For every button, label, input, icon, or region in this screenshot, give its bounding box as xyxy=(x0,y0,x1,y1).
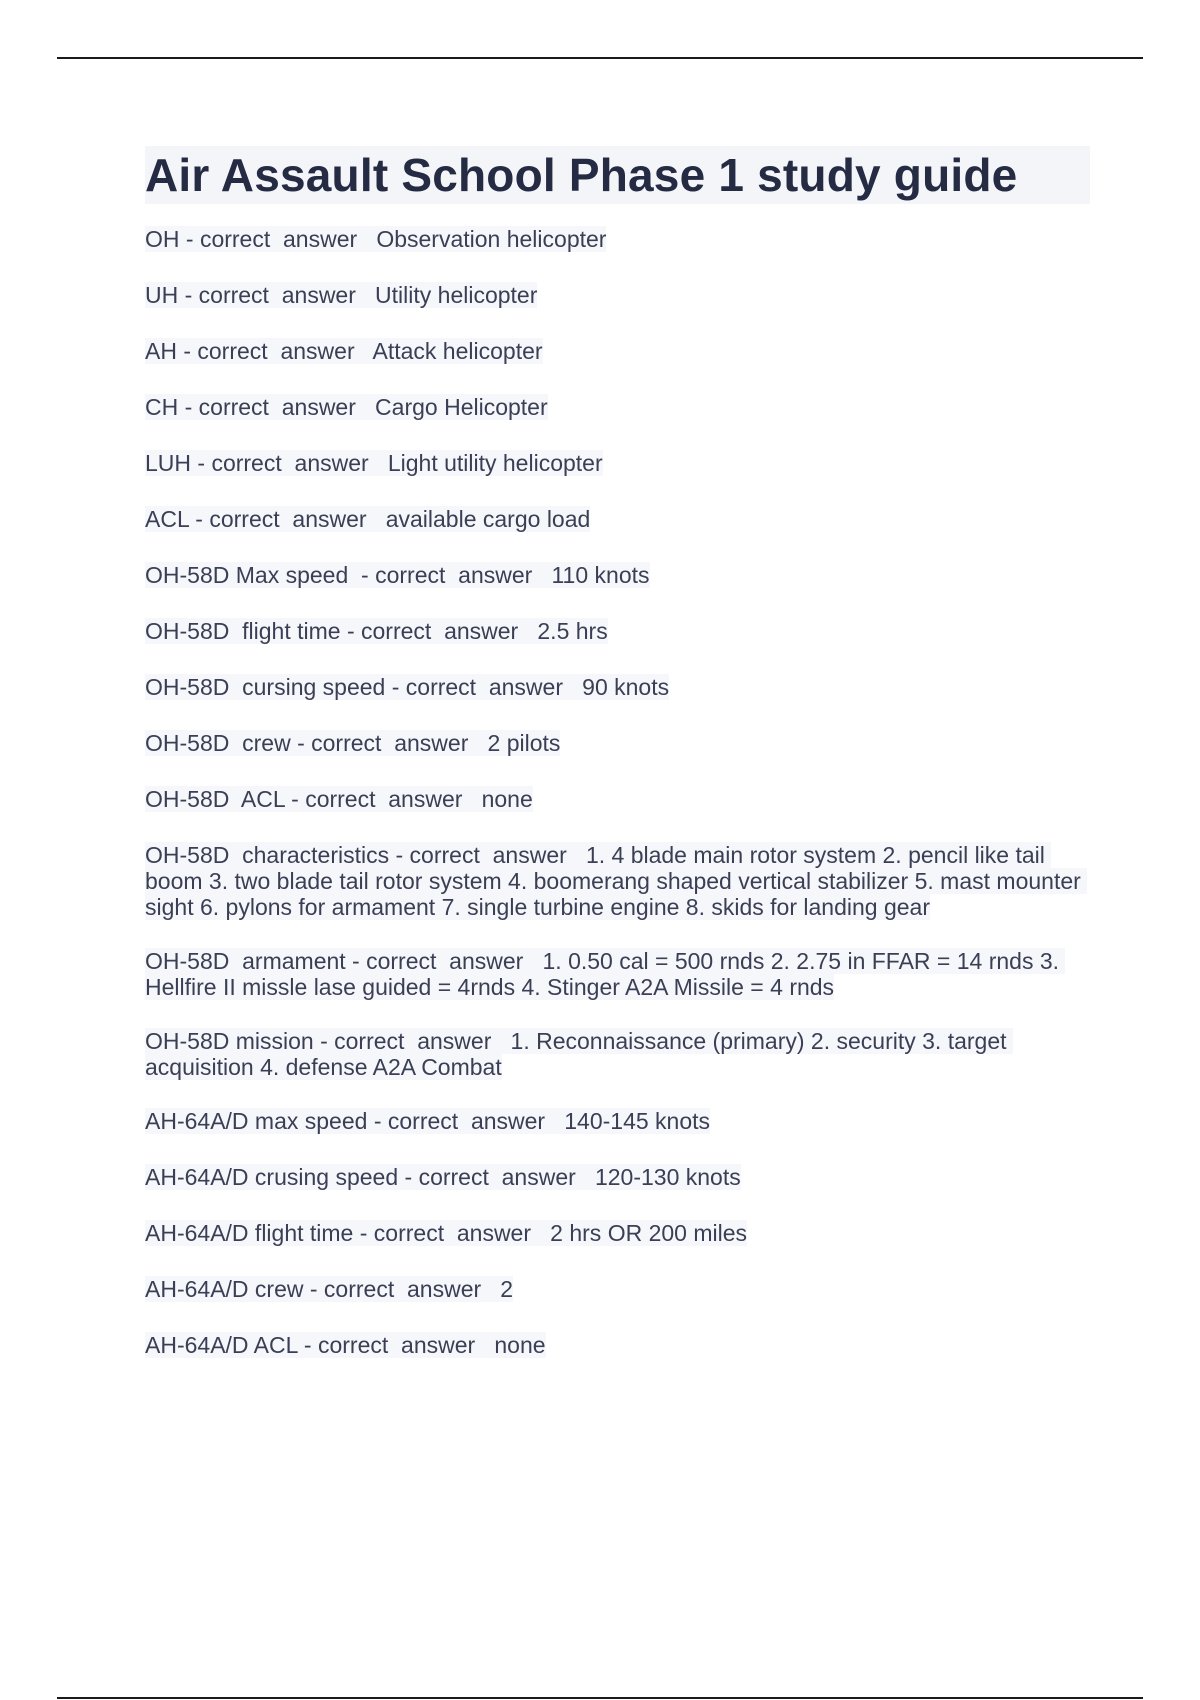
entry-luh xyxy=(145,450,1090,476)
footer-rule xyxy=(57,1697,1143,1699)
entry-text: OH-58D cursing speed - correct answer 90 knots xyxy=(145,674,670,700)
entry-text: UH - correct answer Utility helicopter xyxy=(145,282,538,308)
entry-text: ACL - correct answer available cargo load xyxy=(145,506,591,532)
entry-ah64-acl xyxy=(145,1332,1090,1358)
entry-text: OH-58D flight time - correct answer 2.5 hrs xyxy=(145,618,608,644)
entry-oh xyxy=(145,226,1090,252)
entry-oh58d-characteristics xyxy=(145,842,1090,920)
entry-ch xyxy=(145,394,1090,420)
entry-uh xyxy=(145,282,1090,308)
entry-ah64-max-speed xyxy=(145,1108,1090,1134)
entry-text: OH-58D characteristics - correct answer 1. 4 blade main rotor system 2. pencil like tail boom 3. two blade tail rotor system 4. boomerang shaped vertical stabilizer 5. mast mounter sight 6. pylons for armament 7. single turbine engine 8. skids for landing gear xyxy=(145,842,1088,920)
entry-text: CH - correct answer Cargo Helicopter xyxy=(145,394,548,420)
document-body xyxy=(145,146,1090,1388)
entry-oh58d-armament xyxy=(145,948,1090,1000)
entry-ah xyxy=(145,338,1090,364)
entry-text: OH-58D Max speed - correct answer 110 knots xyxy=(145,562,650,588)
entry-ah64-flight-time xyxy=(145,1220,1090,1246)
entry-text: OH-58D crew - correct answer 2 pilots xyxy=(145,730,561,756)
entry-text: LUH - correct answer Light utility helicopter xyxy=(145,450,603,476)
entry-list xyxy=(145,226,1090,1358)
entry-text: AH-64A/D ACL - correct answer none xyxy=(145,1332,546,1358)
entry-text: OH-58D ACL - correct answer none xyxy=(145,786,533,812)
entry-oh58d-cruising-speed xyxy=(145,674,1090,700)
entry-text: AH - correct answer Attack helicopter xyxy=(145,338,543,364)
entry-text: AH-64A/D crusing speed - correct answer 120-130 knots xyxy=(145,1164,741,1190)
entry-text: AH-64A/D crew - correct answer 2 xyxy=(145,1276,514,1302)
entry-text: OH-58D mission - correct answer 1. Reconnaissance (primary) 2. security 3. target acquisition 4. defense A2A Combat xyxy=(145,1028,1013,1080)
header-rule xyxy=(57,57,1143,59)
entry-oh58d-mission xyxy=(145,1028,1090,1080)
entry-oh58d-max-speed xyxy=(145,562,1090,588)
entry-oh58d-acl xyxy=(145,786,1090,812)
document-title: Air Assault School Phase 1 study guide xyxy=(145,146,1090,204)
entry-text: OH - correct answer Observation helicopter xyxy=(145,226,607,252)
entry-ah64-cruising-speed xyxy=(145,1164,1090,1190)
entry-ah64-crew xyxy=(145,1276,1090,1302)
entry-text: AH-64A/D max speed - correct answer 140-145 knots xyxy=(145,1108,711,1134)
entry-oh58d-crew xyxy=(145,730,1090,756)
entry-oh58d-flight-time xyxy=(145,618,1090,644)
entry-acl xyxy=(145,506,1090,532)
entry-text: OH-58D armament - correct answer 1. 0.50 cal = 500 rnds 2. 2.75 in FFAR = 14 rnds 3. Hellfire II missle lase guided = 4rnds 4. Stinger A2A Missile = 4 rnds xyxy=(145,948,1066,1000)
entry-text: AH-64A/D flight time - correct answer 2 hrs OR 200 miles xyxy=(145,1220,748,1246)
